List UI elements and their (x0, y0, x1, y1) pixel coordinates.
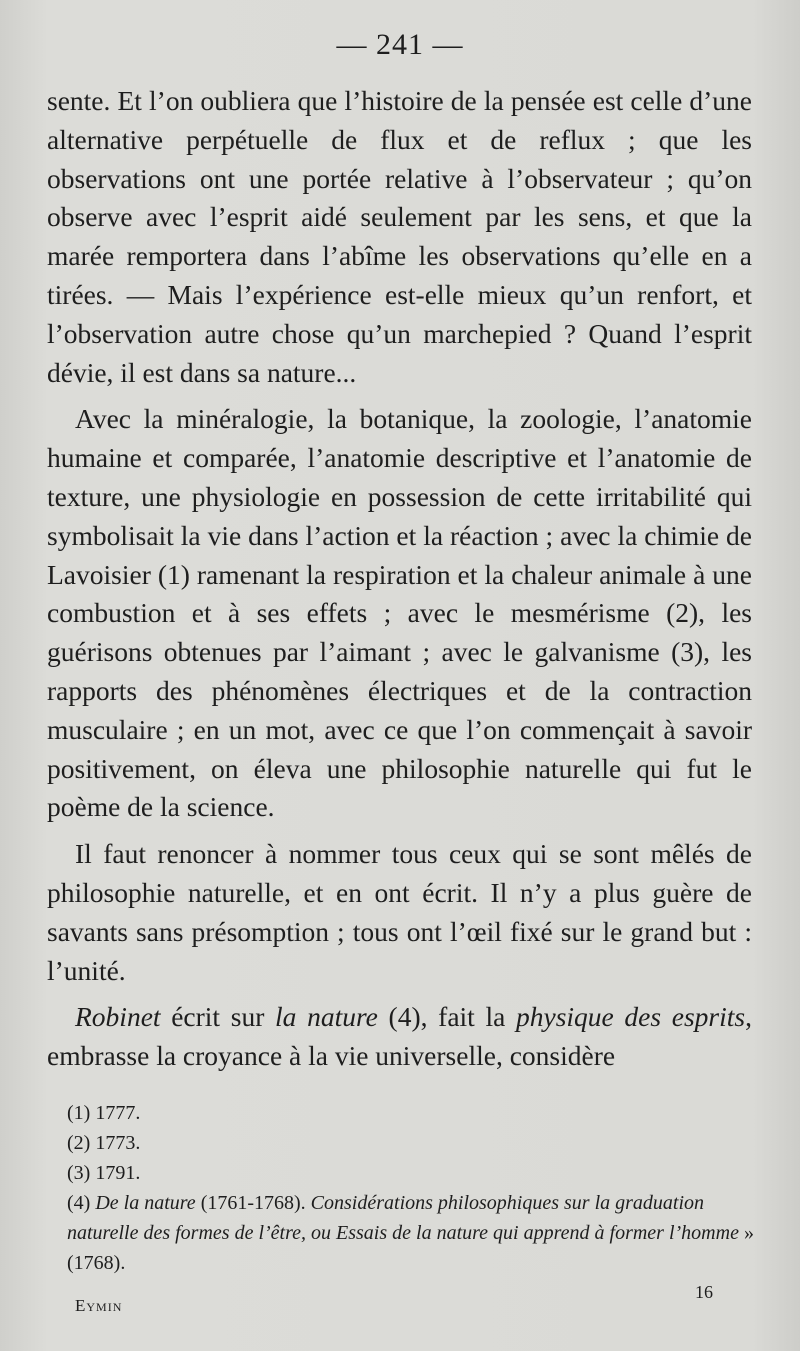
footnote (47, 1188, 757, 1278)
footnote (47, 1158, 757, 1188)
italic-text-run: physique des esprits (516, 1001, 746, 1033)
text-run: (1761-1768). (195, 1192, 311, 1214)
text-run: (4), fait la (377, 1001, 516, 1033)
italic-text-run: De la nature (95, 1192, 196, 1214)
text-run: » (1768). (67, 1222, 754, 1274)
text-run: (2) 1773. (67, 1132, 141, 1154)
footnote (47, 1098, 757, 1128)
text-run: (3) 1791. (67, 1162, 141, 1184)
text-run: (4) (67, 1192, 96, 1214)
footnotes (47, 1098, 757, 1278)
italic-text-run: la nature (275, 1001, 378, 1033)
paragraph (47, 82, 752, 392)
text-run: écrit sur (160, 1001, 276, 1033)
sheet-number: 16 (695, 1282, 713, 1302)
text-run: Il faut renoncer à nommer tous ceux qui se sont mêlés de philosophie naturelle, et en ont écrit. Il n’y a plus guère de savants sans présomption ; tous ont l’œil fixé sur le grand but : l’unité. (47, 838, 752, 986)
text-run: sente. Et l’on oubliera que l’histoire de la pensée est celle d’une alternative perpétuelle de flux et de reflux ; que les observations ont une portée relative à l’observateur ; qu’on observe avec l’esprit aidé seulement par les sens, et que la marée remportera dans l’abîme les observations qu’elle en a tirées. — Mais l’expérience est-elle mieux qu’un renfort, et l’observation autre chose qu’un marchepied ? Quand l’esprit dévie, il est dans sa nature... (47, 85, 752, 388)
text-run: Avec la minéralogie, la botanique, la zoologie, l’anatomie humaine et comparée, l’anatomie descriptive et l’anatomie de texture, une physiologie en possession de cette irritabilité qui symbolisait la vie dans l’action et la réaction ; avec la chimie de Lavoisier (1) ramenant la respiration et la chaleur animale à une combustion et à ses effets ; avec le mesmérisme (2), les guérisons obtenues par l’aimant ; avec le galvanisme (3), les rapports des phénomènes électriques et de la contraction musculaire ; en un mot, avec ce que l’on commençait à savoir positivement, on éleva une philosophie naturelle qui fut le poème de la science. (47, 403, 752, 823)
paragraph (47, 400, 752, 827)
italic-text-run: Considérations philosophiques sur la graduation naturelle des formes de l’être, ou Essais de la nature qui apprend à former l’homme (67, 1192, 739, 1244)
italic-text-run: Robinet (75, 1001, 161, 1033)
printer-signature: Eymin (75, 1296, 123, 1315)
page-number: — 241 — (336, 28, 464, 61)
text-run: (1) 1777. (67, 1102, 141, 1124)
body-text (47, 82, 752, 1076)
text-run: , embrasse la croyance à la vie universelle, considère (47, 1001, 752, 1072)
paragraph (47, 998, 752, 1076)
paragraph (47, 835, 752, 990)
footnote (47, 1128, 757, 1158)
